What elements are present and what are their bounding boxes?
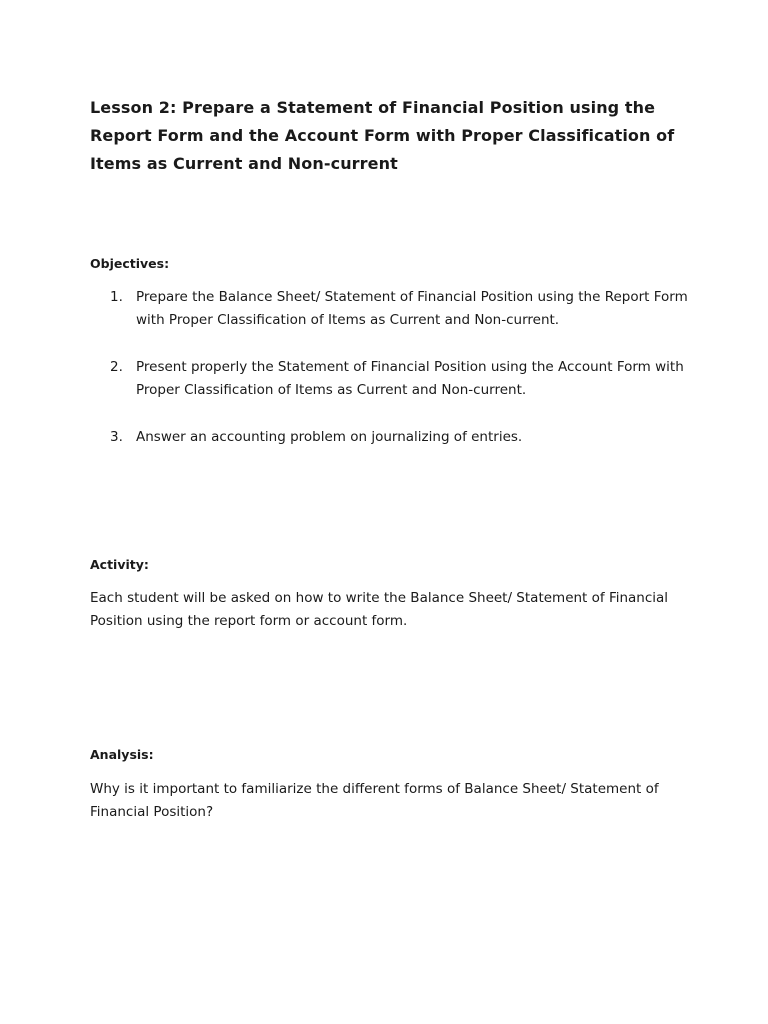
objective-text: Prepare the Balance Sheet/ Statement of Financial Position using the Report Form with Proper Classification of Items as Current and Non-current.	[136, 289, 688, 328]
objective-number: 1.	[110, 289, 123, 305]
objective-item-1	[110, 286, 690, 332]
activity-text: Each student will be asked on how to write the Balance Sheet/ Statement of Financial Position using the report form or account form.	[90, 590, 669, 629]
lesson-title: Lesson 2: Prepare a Statement of Financial Position using the Report Form and the Account Form with Proper Classification of Items as Current and Non-current	[90, 98, 675, 173]
objective-text: Present properly the Statement of Financial Position using the Account Form with Proper Classification of Items as Current and Non-current.	[136, 359, 684, 398]
objective-item-2	[110, 356, 690, 402]
objective-number: 2.	[110, 359, 123, 375]
objective-number: 3.	[110, 429, 123, 445]
objective-text: Answer an accounting problem on journalizing of entries.	[136, 429, 523, 445]
analysis-text: Why is it important to familiarize the different forms of Balance Sheet/ Statement of Financial Position?	[90, 781, 659, 820]
analysis-heading: Analysis:	[90, 747, 154, 762]
objectives-heading: Objectives:	[90, 256, 170, 271]
activity-heading: Activity:	[90, 557, 149, 572]
objective-item-3	[110, 426, 690, 449]
